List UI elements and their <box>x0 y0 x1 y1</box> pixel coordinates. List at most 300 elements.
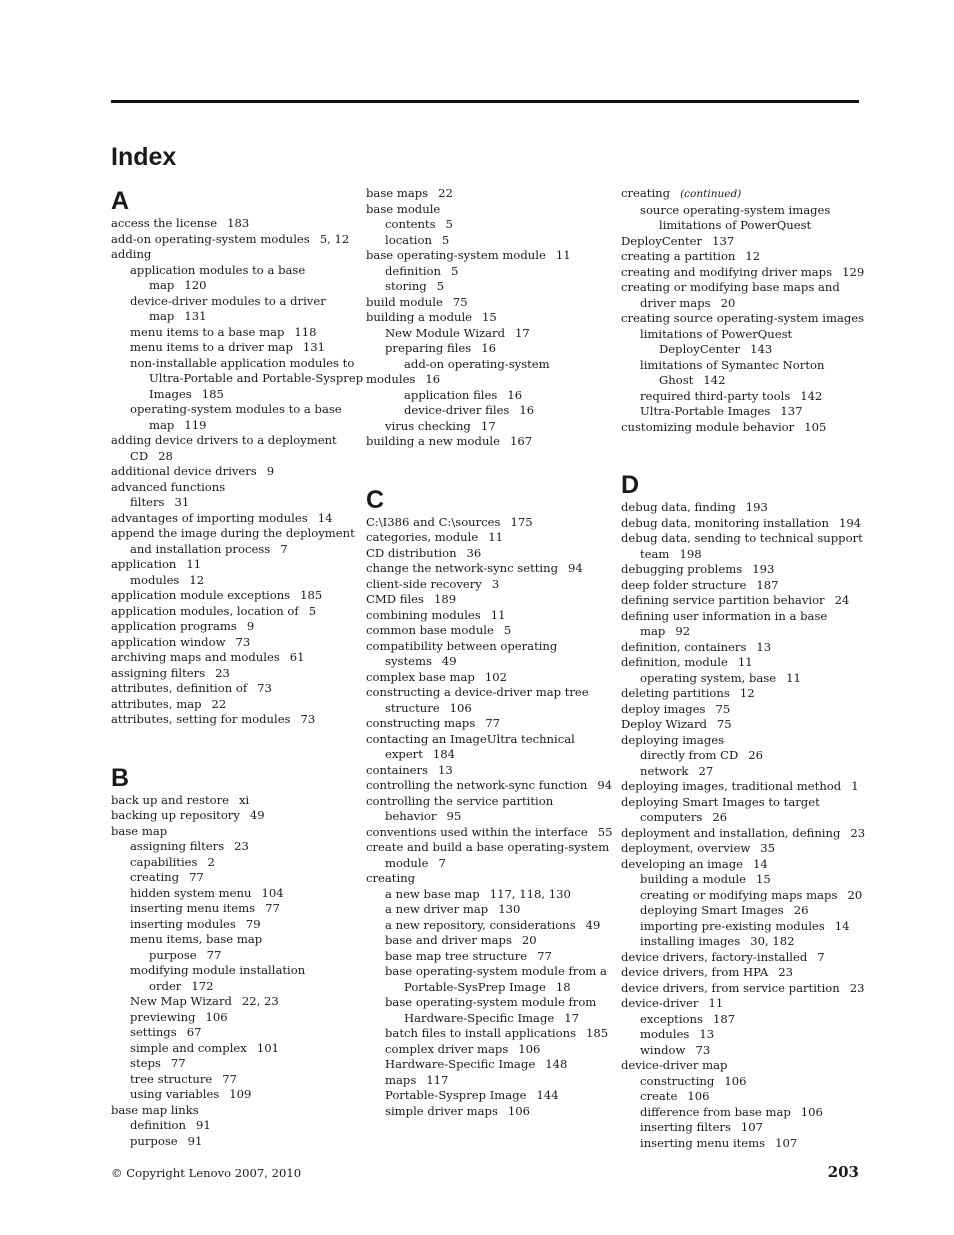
entry-term: limitations of Symantec Norton <box>640 357 825 372</box>
page-reference: 187 <box>756 577 779 592</box>
page-reference: 193 <box>752 562 775 576</box>
index-entry <box>621 1058 863 1074</box>
page-reference: 94 <box>568 561 583 575</box>
page-reference: 5 <box>445 217 453 231</box>
index-subentry <box>621 327 863 343</box>
index-entry <box>366 515 608 531</box>
page-reference: 77 <box>206 947 222 962</box>
index-entry <box>111 604 353 620</box>
index-entry <box>621 562 863 578</box>
page-reference: 17 <box>564 1010 580 1025</box>
page-reference: 67 <box>186 1025 202 1039</box>
index-entry <box>111 650 353 666</box>
index-subentry <box>111 1025 353 1041</box>
entry-term: menu items to a driver map <box>130 340 293 354</box>
index-subentry <box>621 1012 863 1028</box>
page-reference: 23 <box>234 839 249 853</box>
entry-term: change the network-sync setting <box>366 561 559 575</box>
index-subentry <box>111 1010 353 1026</box>
entry-term: back up and restore <box>111 792 229 807</box>
index-entry <box>621 981 863 997</box>
section-gap <box>621 435 863 470</box>
entry-term: Portable-Sysprep Image <box>385 1088 527 1102</box>
index-subentry <box>366 654 608 670</box>
entry-term: contacting an ImageUltra technical <box>366 731 575 746</box>
index-entry <box>111 619 353 635</box>
entry-term: conventions used within the interface <box>366 824 588 839</box>
page-reference: 16 <box>507 387 523 402</box>
index-subentry <box>621 888 863 904</box>
entry-term: purpose <box>130 1133 178 1148</box>
page-reference: 92 <box>675 624 691 638</box>
entry-term: DeployCenter <box>659 342 741 356</box>
index-subentry <box>111 901 353 917</box>
entry-term: definition, containers <box>621 639 747 654</box>
entry-term: map <box>149 278 175 292</box>
page-reference: 5 <box>308 603 317 618</box>
index-entry <box>111 433 353 449</box>
index-subentry <box>621 218 863 234</box>
entry-term: simple and complex <box>130 1040 247 1055</box>
entry-term: computers <box>640 810 703 824</box>
entry-term: location <box>385 232 432 247</box>
entry-term: base map tree structure <box>385 948 528 963</box>
index-entry <box>621 733 863 749</box>
entry-term: containers <box>366 762 429 777</box>
entry-term: difference from base map <box>640 1104 791 1119</box>
page-reference: 101 <box>256 1040 279 1055</box>
entry-term: attributes, setting for modules <box>111 712 291 726</box>
index-entry <box>621 186 863 203</box>
entry-term: creating or modifying maps maps <box>640 887 838 902</box>
entry-term: required third-party tools <box>640 388 791 403</box>
page-reference: 194 <box>839 515 862 530</box>
index-entry <box>111 232 353 248</box>
entry-term: device-driver <box>621 996 699 1010</box>
entry-term: building a module <box>640 872 747 886</box>
entry-term: CMD files <box>366 592 424 606</box>
page-reference: 106 <box>518 1041 541 1056</box>
index-subentry <box>366 887 608 903</box>
entry-term: New Map Wizard <box>130 994 232 1008</box>
index-entry <box>621 702 863 718</box>
index-subentry <box>111 1118 353 1134</box>
index-subentry <box>366 980 608 996</box>
page-reference: 77 <box>170 1056 186 1070</box>
page-reference: 77 <box>189 870 204 884</box>
entry-term: deploying images <box>621 732 725 747</box>
entry-term: Deploy Wizard <box>621 717 707 731</box>
page-reference: 36 <box>466 545 482 560</box>
index-entry <box>366 561 608 577</box>
entry-term: device drivers, from service partition <box>621 980 840 995</box>
page-reference: 107 <box>775 1135 798 1150</box>
page-reference: 142 <box>800 388 823 403</box>
page-reference: 16 <box>425 372 441 386</box>
page-reference: 119 <box>184 417 207 432</box>
entry-term: add-on operating-system <box>404 356 550 371</box>
page-reference: 12 <box>739 686 755 700</box>
entry-term: deployment, overview <box>621 841 751 855</box>
index-subentry <box>111 1056 353 1072</box>
entry-term: deep folder structure <box>621 577 747 592</box>
entry-term: device drivers, factory-installed <box>621 949 808 964</box>
page-reference: 106 <box>507 1103 531 1118</box>
entry-term: creating <box>366 871 416 885</box>
index-subentry <box>111 979 353 995</box>
index-entry <box>111 588 353 604</box>
index-entry <box>366 592 608 608</box>
page-reference: 9 <box>266 464 275 478</box>
page-reference: 94 <box>597 778 613 792</box>
page-reference: 11 <box>490 607 506 622</box>
entry-term: steps <box>130 1056 161 1070</box>
index-subentry <box>111 839 353 855</box>
page-reference: 12 <box>745 249 761 263</box>
page-reference: 73 <box>300 712 316 726</box>
index-subentry <box>111 855 353 871</box>
entry-term: New Module Wizard <box>385 325 506 340</box>
index-entry <box>366 248 608 264</box>
continued-note: (continued) <box>680 188 742 200</box>
page-reference: 185 <box>586 1026 609 1040</box>
entry-term: Hardware-Specific Image <box>385 1057 536 1071</box>
index-entry <box>366 794 608 810</box>
index-subentry <box>111 371 364 387</box>
entry-term: adding <box>111 247 152 261</box>
page-reference: 26 <box>793 903 809 917</box>
page-reference: 3 <box>491 576 500 591</box>
entry-term: complex base map <box>366 669 475 684</box>
index-entry <box>621 825 866 842</box>
index-subentry <box>621 919 863 935</box>
index-subentry <box>111 948 353 964</box>
page-reference: 79 <box>245 916 261 931</box>
section-gap <box>111 728 353 763</box>
header-rule <box>111 100 859 103</box>
entry-term: combining modules <box>366 607 481 622</box>
entry-term: deployment and installation, defining <box>621 825 841 840</box>
index-subentry <box>111 263 353 279</box>
page-reference: 137 <box>712 233 735 248</box>
index-subentry <box>621 1136 863 1152</box>
index-subentry <box>111 356 353 372</box>
entry-term: creating or modifying base maps and <box>621 280 840 294</box>
index-subentry <box>111 340 353 356</box>
index-subentry <box>111 294 353 310</box>
index-subentry <box>621 934 863 950</box>
page-reference: 75 <box>716 717 732 731</box>
page-reference: 75 <box>715 701 731 716</box>
entry-term: inserting modules <box>130 916 236 931</box>
page-reference: 11 <box>786 670 801 685</box>
index-entry <box>366 434 608 450</box>
entry-term: constructing <box>640 1073 715 1088</box>
entry-term: definition, module <box>621 655 728 669</box>
entry-term: build module <box>366 294 443 309</box>
page-reference: 198 <box>679 546 702 561</box>
entry-term: a new repository, considerations <box>385 917 576 932</box>
page-reference: 13 <box>699 1027 715 1041</box>
index-entry <box>366 670 608 686</box>
entry-term: modules <box>366 372 416 386</box>
index-entry <box>621 841 863 857</box>
page-reference: 28 <box>158 448 173 463</box>
entry-term: backing up repository <box>111 808 240 822</box>
index-subentry <box>621 203 863 219</box>
index-entry <box>366 824 613 841</box>
index-subentry <box>366 1073 608 1089</box>
index-subentry <box>621 234 863 250</box>
entry-term: expert <box>385 747 423 761</box>
index-subentry <box>621 1043 863 1059</box>
page-reference: 26 <box>748 748 764 762</box>
index-subentry <box>111 573 353 589</box>
index-subentry <box>366 747 608 763</box>
page-reference: 35 <box>760 841 776 855</box>
entry-term: network <box>640 763 689 778</box>
entry-term: modules <box>130 572 180 587</box>
index-entry <box>621 249 863 265</box>
entry-term: append the image during the deployment <box>111 526 355 540</box>
entry-term: device-driver map <box>621 1058 728 1072</box>
index-subentry <box>366 995 608 1011</box>
entry-term: Images <box>149 386 192 401</box>
index-subentry <box>621 389 863 405</box>
page-reference: 22 <box>211 696 227 711</box>
page-reference: 183 <box>227 216 250 230</box>
entry-term: developing an image <box>621 856 744 871</box>
page-reference: 106 <box>724 1073 747 1088</box>
index-subentry <box>111 402 353 418</box>
page-reference: 17 <box>480 418 496 433</box>
index-subentry <box>111 1041 353 1057</box>
entry-term: CD distribution <box>366 545 457 560</box>
index-subentry <box>621 342 863 358</box>
index-entry <box>621 795 863 811</box>
index-column-3 <box>621 186 866 1151</box>
entry-term: application modules to a base <box>130 262 306 277</box>
index-subentry <box>366 419 608 435</box>
entry-term: menu items, base map <box>130 932 263 946</box>
index-subentry <box>621 671 863 687</box>
entry-term: installing images <box>640 934 741 948</box>
index-entry <box>111 681 353 697</box>
page-reference: 15 <box>482 310 497 324</box>
page-reference: 77 <box>537 948 552 963</box>
entry-term: Portable-SysPrep Image <box>404 979 546 994</box>
index-column-1 <box>111 186 364 1149</box>
index-entry <box>366 577 608 593</box>
page-reference: 7 <box>438 855 446 870</box>
section-letter: A <box>111 187 130 215</box>
entry-term: customizing module behavior <box>621 419 795 434</box>
entry-term: base and driver maps <box>385 933 512 947</box>
index-subentry <box>111 994 353 1010</box>
index-subentry <box>111 325 353 341</box>
entry-term: menu items to a base map <box>130 324 285 339</box>
entry-term: previewing <box>130 1009 196 1024</box>
page-reference: 185 <box>300 588 323 602</box>
entry-term: definition <box>130 1118 187 1132</box>
page-reference: 7 <box>280 541 288 556</box>
page-reference: 7 <box>817 949 825 964</box>
page-reference: 106 <box>800 1104 823 1119</box>
index-subentry <box>111 1072 353 1088</box>
index-subentry <box>111 418 353 434</box>
page-reference: 11 <box>737 655 753 669</box>
entry-term: a new driver map <box>385 902 489 916</box>
page-title: Index <box>111 143 177 171</box>
index-entry <box>366 639 608 655</box>
index-entry <box>366 716 608 732</box>
copyright-notice: © Copyright Lenovo 2007, 2010 <box>111 1166 302 1180</box>
page-reference: 184 <box>432 747 456 761</box>
index-entry <box>366 778 613 794</box>
index-subentry <box>621 810 863 826</box>
index-entry <box>621 593 863 609</box>
page-reference: 73 <box>257 681 272 695</box>
index-subentry <box>621 1089 863 1105</box>
page-reference: 13 <box>756 639 772 654</box>
page-reference: 18 <box>555 979 571 994</box>
page-reference: 91 <box>187 1133 203 1148</box>
entry-term: complex driver maps <box>385 1041 509 1056</box>
index-entry <box>621 578 863 594</box>
entry-term: categories, module <box>366 530 479 544</box>
index-entry <box>621 996 863 1012</box>
page-reference: 20 <box>521 933 537 947</box>
entry-term: definition <box>385 263 442 278</box>
page-reference: 77 <box>265 901 280 915</box>
entry-term: DeployCenter <box>621 233 703 248</box>
entry-term: base map <box>111 823 168 838</box>
page-reference: 9 <box>246 619 255 633</box>
index-subentry <box>111 917 353 933</box>
entry-term: device drivers, from HPA <box>621 965 769 979</box>
index-subentry <box>111 1134 353 1150</box>
page-reference: 167 <box>509 434 533 448</box>
page-reference: 109 <box>229 1087 252 1101</box>
index-entry <box>111 557 353 573</box>
index-subentry <box>366 388 608 404</box>
index-subentry <box>366 1011 608 1027</box>
index-entry <box>366 202 608 218</box>
entry-term: assigning filters <box>111 665 206 680</box>
page-reference: 185 <box>201 386 224 401</box>
entry-term: inserting menu items <box>130 901 256 915</box>
page-reference: 27 <box>698 763 714 778</box>
entry-term: contents <box>385 217 436 231</box>
entry-term: create <box>640 1089 678 1103</box>
page-reference: 5 <box>451 263 459 278</box>
index-entry <box>621 265 863 281</box>
index-subentry <box>366 1104 608 1120</box>
entry-term: capabilities <box>130 854 198 869</box>
page-reference: xi <box>239 792 250 807</box>
entry-term: creating a partition <box>621 249 736 263</box>
index-entry <box>111 464 353 480</box>
entry-term: debug data, finding <box>621 500 736 514</box>
index-entry <box>366 530 608 546</box>
index-subentry <box>366 1057 608 1073</box>
page-reference: 22, 23 <box>241 994 279 1008</box>
index-entry <box>621 686 863 702</box>
page-reference: 105 <box>804 419 827 434</box>
entry-term: map <box>640 624 666 638</box>
entry-term: driver maps <box>640 295 711 310</box>
entry-term: structure <box>385 700 440 715</box>
entry-term: access the license <box>111 216 218 230</box>
page-reference: 11 <box>555 248 571 262</box>
entry-term: deploying Smart Images to target <box>621 794 820 809</box>
index-entry <box>621 280 863 296</box>
index-entry <box>366 295 608 311</box>
index-subentry <box>621 547 863 563</box>
index-entry <box>621 655 863 671</box>
page-reference: 187 <box>712 1011 736 1026</box>
index-subentry <box>366 809 608 825</box>
entry-term: non-installable application modules to <box>130 355 355 370</box>
page-reference: 130 <box>498 902 521 916</box>
index-entry <box>111 712 353 728</box>
page-number: 203 <box>827 1163 859 1181</box>
entry-term: modules <box>640 1027 690 1041</box>
page-reference: 144 <box>536 1088 559 1102</box>
index-entry <box>111 824 353 840</box>
index-subentry <box>111 278 353 294</box>
entry-term: base map links <box>111 1102 199 1117</box>
index-subentry <box>366 1088 608 1104</box>
index-entry <box>621 779 863 795</box>
entry-term: attributes, definition of <box>111 681 248 695</box>
index-subentry <box>111 870 353 886</box>
page-reference: 24 <box>834 593 850 607</box>
entry-term: Ghost <box>659 373 694 387</box>
page-reference: 11 <box>186 557 202 571</box>
page-reference: 23 <box>215 665 230 680</box>
entry-term: debug data, monitoring installation <box>621 515 830 530</box>
entry-term: defining service partition behavior <box>621 593 825 607</box>
page-reference: 49 <box>585 917 601 932</box>
entry-term: Hardware-Specific Image <box>404 1010 555 1025</box>
entry-term: map <box>149 417 175 432</box>
index-entry <box>621 965 863 981</box>
entry-term: window <box>640 1042 686 1057</box>
page-reference: 23 <box>849 980 865 995</box>
index-entry <box>366 186 608 202</box>
page-reference: 117 <box>426 1072 449 1087</box>
entry-term: client-side recovery <box>366 576 482 591</box>
index-subentry <box>621 624 863 640</box>
entry-term: operating-system modules to a base <box>130 402 342 416</box>
index-subentry <box>366 949 608 965</box>
index-subentry <box>621 1027 863 1043</box>
entry-term: CD <box>130 448 149 463</box>
entry-term: directly from CD <box>640 748 739 762</box>
entry-term: deploying images, traditional method <box>621 779 842 793</box>
page-reference: 14 <box>753 856 768 871</box>
index-entry <box>366 546 608 562</box>
page-reference: 106 <box>687 1089 710 1103</box>
entry-term: simple driver maps <box>385 1103 498 1118</box>
entry-term: common base module <box>366 623 494 637</box>
index-entry <box>621 500 863 516</box>
entry-term: purpose <box>149 947 197 962</box>
entry-term: batch files to install applications <box>385 1026 577 1040</box>
page-reference: 104 <box>261 885 284 900</box>
page-reference: 23 <box>850 825 866 840</box>
